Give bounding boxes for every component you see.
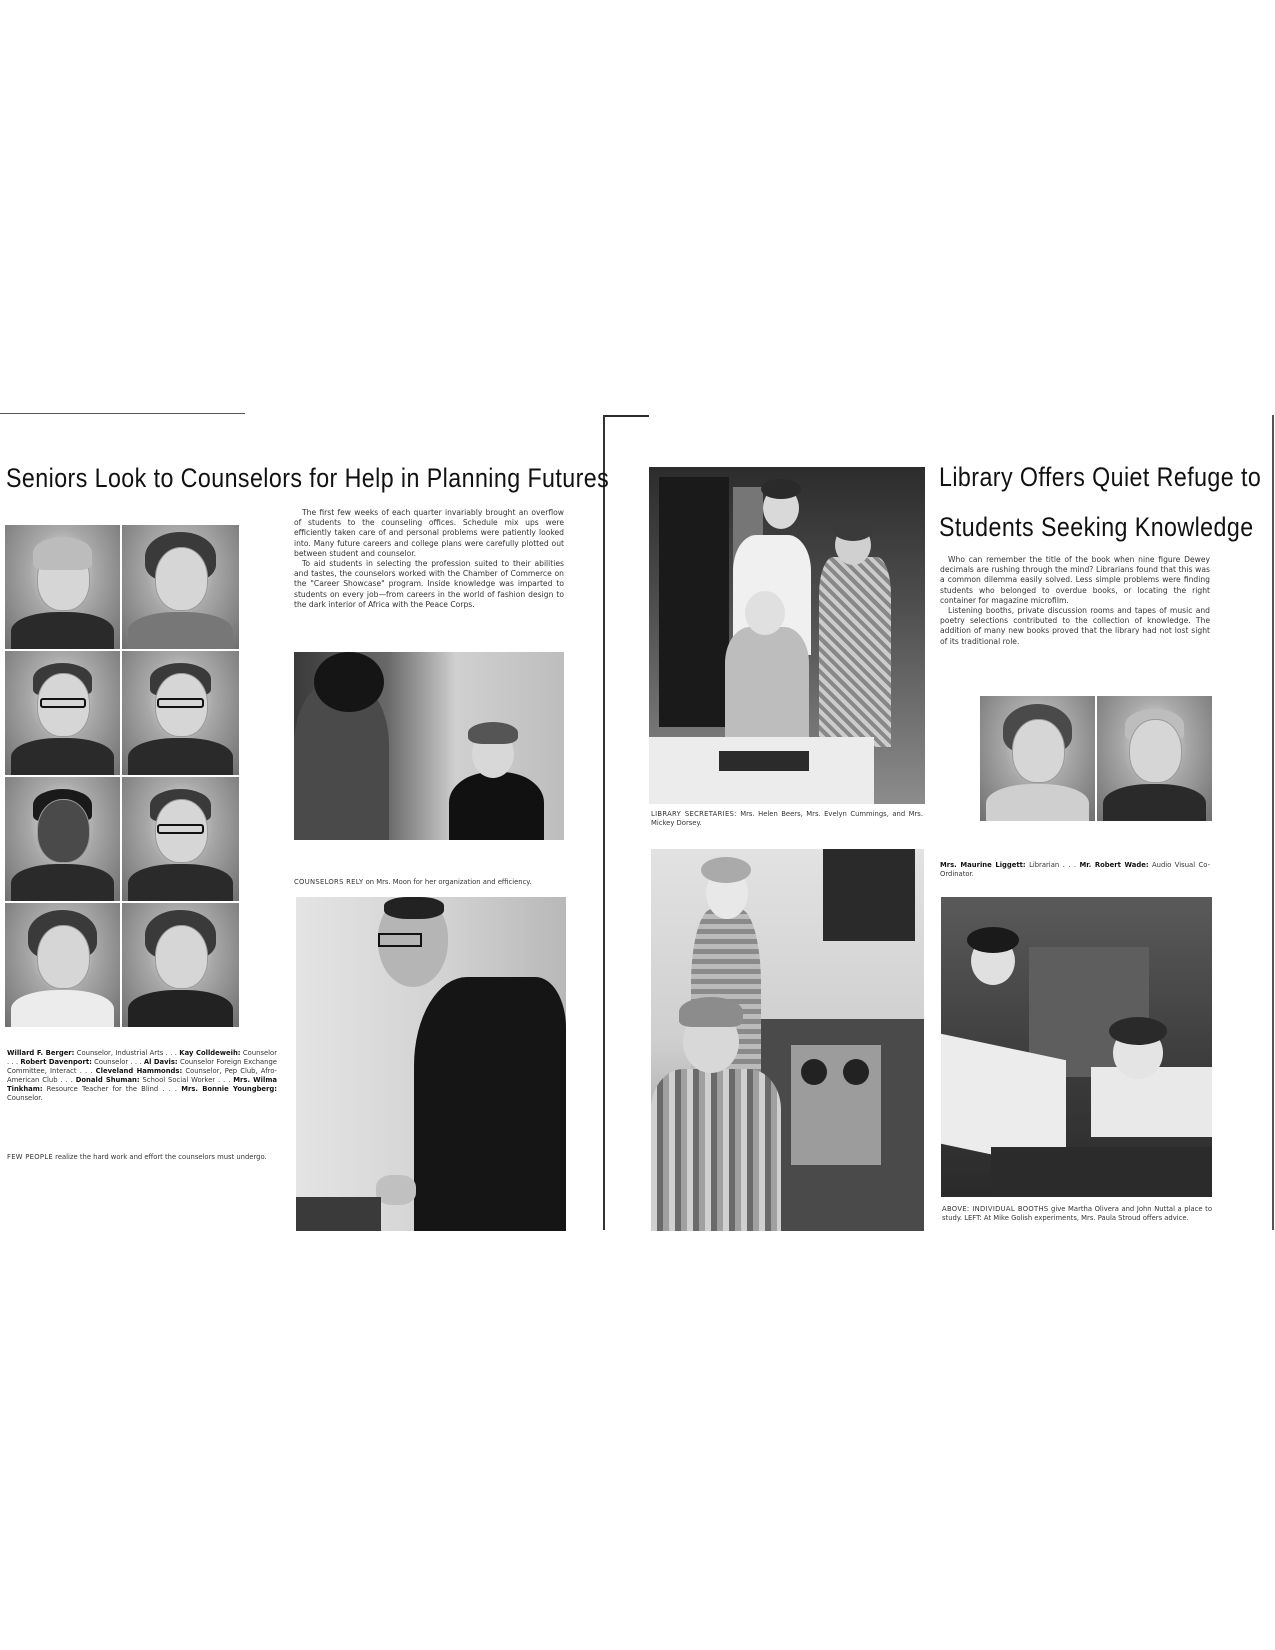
portrait-willard-berger: [5, 525, 120, 649]
portrait-donald-shuman: [122, 777, 239, 901]
library-intro-paragraph-1: Who can remember the title of the book when nine figure Dewey decimals are rushing through the mind? Librarians found that this was a common dilemma easily solved. Less simple problems were finding students who belonged to overdue books, or locating the right container for magazine microfilm.: [940, 555, 1210, 605]
portrait-al-davis: [122, 651, 239, 775]
counselors-intro-paragraph-2: To aid students in selecting the profession suited to their abilities and tastes, the counselors worked with the Chamber of Commerce on the "Career Showcase" program. Inside knowledge was imparted to students on every job—from careers in the world of fashion design to the dark interior of Africa with the Peace Corps.: [294, 559, 564, 609]
caption-name-davis: Al Davis:: [143, 1058, 178, 1066]
caption-name-youngberg: Mrs. Bonnie Youngberg:: [181, 1085, 277, 1093]
portrait-robert-davenport: [5, 651, 120, 775]
portrait-wilma-tinkham: [5, 903, 120, 1027]
library-intro-paragraph-2: Listening booths, private discussion rooms and tapes of music and poetry selections contributed to the collection of knowledge. The addition of many new books proved that the library had not lost sight of its traditional role.: [940, 606, 1210, 646]
portrait-kay-colldeweih: [122, 525, 239, 649]
left-page-headline: Seniors Look to Counselors for Help in Planning Futures: [6, 463, 610, 493]
few-people-caption: [7, 1153, 277, 1162]
right-page-headline-line1: Library Offers Quiet Refuge to: [939, 462, 1262, 492]
caption-role-berger: Counselor, Industrial Arts . . .: [74, 1049, 180, 1057]
right-page-top-rule: [603, 415, 649, 417]
individual-booths-caption: [942, 1205, 1212, 1223]
mrs-moon-caption: [294, 878, 564, 887]
library-secretaries-caption-lead: LIBRARY SECRETARIES:: [651, 810, 737, 818]
caption-role-shuman: School Social Worker . . .: [139, 1076, 234, 1084]
caption-name-tinkham: Mrs. Wilma Tinkham:: [7, 1076, 278, 1093]
caption-role-davenport: Counselor . . .: [91, 1058, 144, 1066]
counselors-intro-paragraph-1: The first few weeks of each quarter invariably brought an overflow of students to the counseling offices. Schedule mix ups were efficiently taken care of and personal problems were patiently looked into. Many future careers and college plans were carefully plotted out between student and counselor.: [294, 508, 564, 558]
library-secretaries-caption-text: Mrs. Helen Beers, Mrs. Evelyn Cummings, and Mrs. Mickey Dorsey.: [651, 810, 923, 827]
librarian-caption: [940, 861, 1210, 879]
counselor-portrait-grid: [5, 525, 239, 1027]
counselors-intro-text: [294, 508, 564, 610]
librarian-caption-role1: Librarian . . .: [1025, 861, 1080, 869]
counselors-portrait-caption: [7, 1049, 277, 1103]
left-page-top-rule: [0, 413, 245, 414]
caption-name-davenport: Robert Davenport:: [20, 1058, 92, 1066]
photo-mrs-moon-meeting: [294, 652, 564, 840]
librarian-caption-role2: Audio Visual Co-Ordinator.: [940, 861, 1211, 878]
caption-name-berger: Willard F. Berger:: [7, 1049, 75, 1057]
photo-library-secretaries: [649, 467, 925, 804]
caption-name-colldeweih: Kay Colldeweih:: [179, 1049, 241, 1057]
mrs-moon-caption-text: on Mrs. Moon for her organization and efficiency.: [363, 878, 532, 886]
few-people-caption-lead: FEW PEOPLE: [7, 1153, 54, 1161]
portrait-bonnie-youngberg: [122, 903, 239, 1027]
caption-role-tinkham: Resource Teacher for the Blind . . .: [42, 1085, 182, 1093]
caption-role-youngberg: Counselor.: [7, 1094, 43, 1102]
page-gutter: [603, 415, 605, 1230]
individual-booths-caption-lead: ABOVE: INDIVIDUAL BOOTHS: [942, 1205, 1049, 1213]
caption-name-shuman: Donald Shuman:: [75, 1076, 140, 1084]
caption-role-colldeweih: Counselor . . .: [7, 1049, 277, 1066]
individual-booths-caption-text: give Martha Olivera and John Nuttal a place to study. LEFT: At Mike Golish experiments, Mrs. Paula Stroud offers advice.: [942, 1205, 1212, 1222]
library-intro-text: [940, 555, 1210, 647]
photo-individual-booths: [941, 897, 1212, 1197]
portrait-maurine-liggett: [980, 696, 1095, 821]
librarian-caption-name2: Mr. Robert Wade:: [1079, 861, 1149, 869]
caption-role-hammonds: Counselor, Pep Club, Afro-American Club . . .: [7, 1067, 277, 1084]
librarian-caption-name1: Mrs. Maurine Liggett:: [940, 861, 1026, 869]
photo-counselor-standing: [296, 897, 566, 1231]
few-people-caption-text: realize the hard work and effort the counselors must undergo.: [53, 1153, 267, 1161]
library-secretaries-caption: [651, 810, 923, 828]
right-page-headline-line2: Students Seeking Knowledge: [939, 512, 1254, 542]
photo-audio-visual-experiment: [651, 849, 924, 1231]
portrait-cleveland-hammonds: [5, 777, 120, 901]
caption-name-hammonds: Cleveland Hammonds:: [95, 1067, 183, 1075]
caption-role-davis: Counselor Foreign Exchange Committee, Interact . . .: [7, 1058, 277, 1075]
mrs-moon-caption-lead: COUNSELORS RELY: [294, 878, 364, 886]
right-page-edge: [1272, 415, 1274, 1230]
portrait-robert-wade: [1097, 696, 1212, 821]
